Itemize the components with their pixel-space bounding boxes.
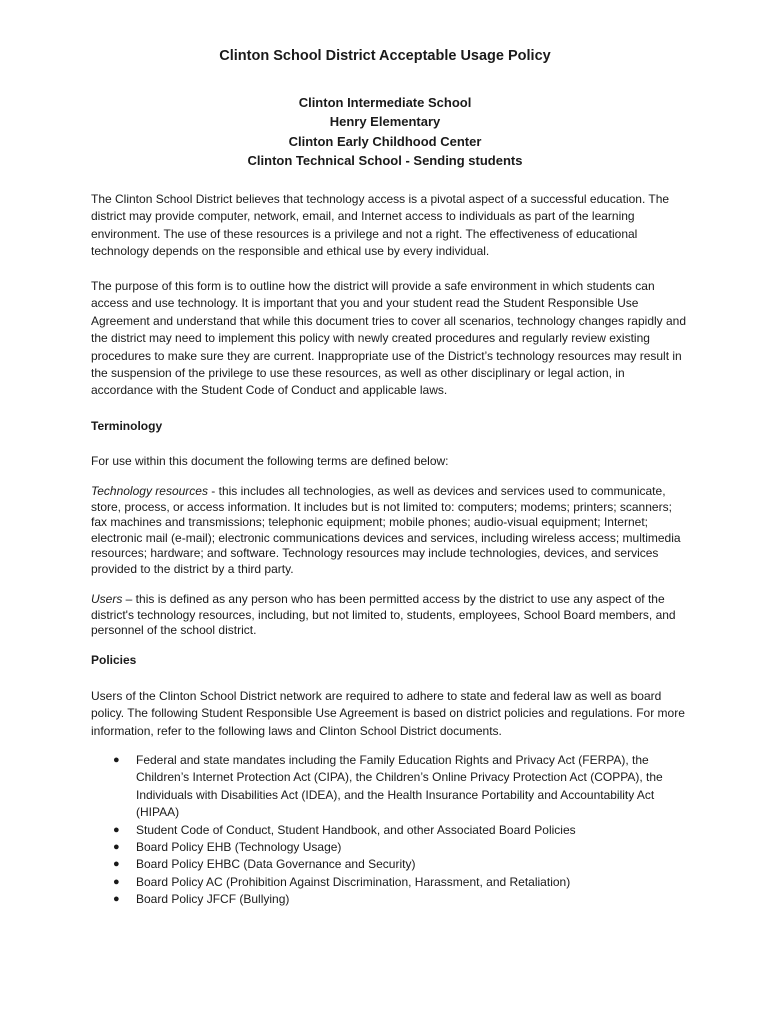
school-name: Clinton Early Childhood Center bbox=[288, 133, 482, 149]
bullet-icon: ● bbox=[113, 841, 120, 854]
intro-paragraph: The Clinton School District believes that technology access is a pivotal aspect of a successful education. The district may provide computer, network, email, and Internet access to individuals as part of the learning environment. The use of these resources is a privilege and not a right. The effectiveness of educational technology depends on the responsible and ethical use by every individual. bbox=[91, 192, 670, 259]
document-title: Clinton School District Acceptable Usage Policy bbox=[219, 48, 551, 64]
list-item: ● Board Policy JFCF (Bullying) bbox=[91, 891, 686, 908]
bullet-icon: ● bbox=[113, 754, 120, 766]
terminology-heading: Terminology bbox=[91, 419, 163, 433]
bullet-icon: ● bbox=[113, 875, 120, 888]
policies-heading: Policies bbox=[91, 653, 137, 667]
definition-technology-resources bbox=[91, 484, 686, 578]
bullet-icon: ● bbox=[113, 893, 120, 906]
list-item: ● Federal and state mandates including the Family Education Rights and Privacy Act (FERPA), the Children’s Internet Protection Act (CIPA), the Children’s Online Privacy Protection Act (COPPA), the Individuals with Disabilities Act (IDEA), and the Health Insurance Portability and Accountability Act (HIPAA) bbox=[113, 753, 663, 820]
definition-text: - this includes all technologies, as well as devices and services used to communicate, store, process, or access information. It includes but is not limited to: computers; modems; printers; scanners; fax machines and transmissions; telephonic equipment; mobile phones; audio-visual equipment; Internet; electronic mail (e-mail); electronic communications devices and services, including wireless access; multimedia resources; hardware; and software. Technology resources may include technologies, devices, and services provided to the district by a third party. bbox=[91, 484, 681, 576]
school-name: Henry Elementary bbox=[329, 114, 441, 130]
terminology-intro: For use within this document the following terms are defined below: bbox=[91, 454, 449, 468]
list-item: ● Board Policy AC (Prohibition Against Discrimination, Harassment, and Retaliation) bbox=[91, 874, 686, 891]
policy-list bbox=[91, 752, 686, 909]
term-users: Users bbox=[91, 592, 123, 606]
definition-users bbox=[91, 592, 686, 639]
purpose-paragraph: The purpose of this form is to outline how the district will provide a safe environment in which students can access and use technology. It is important that you and your student read the Student Responsible Use Agreement and understand that while this document tries to cover all scenarios, technology changes rapidly and the district may need to implement this policy with newly created procedures and regularly review existing procedures to make sure they are current. Inappropriate use of the District’s technology resources may result in the suspension of the privilege to use these resources, as well as other disciplinary or legal action, in accordance with the Student Code of Conduct and applicable laws. bbox=[91, 279, 687, 398]
list-item: ● Student Code of Conduct, Student Handbook, and other Associated Board Policies bbox=[91, 822, 686, 839]
term-technology-resources: Technology resources bbox=[91, 484, 208, 498]
bullet-icon: ● bbox=[113, 858, 120, 871]
policies-intro: Users of the Clinton School District network are required to adhere to state and federal law as well as board policy. The following Student Responsible Use Agreement is based on district policies and regulations. For more information, refer to the following laws and Clinton School District documents. bbox=[91, 689, 685, 738]
school-list bbox=[0, 93, 770, 171]
list-item: ● Board Policy EHBC (Data Governance and Security) bbox=[91, 856, 686, 873]
bullet-icon: ● bbox=[113, 823, 120, 836]
school-name: Clinton Intermediate School bbox=[298, 95, 472, 110]
list-item: ● Board Policy EHB (Technology Usage) bbox=[91, 839, 686, 856]
definition-text: – this is defined as any person who has been permitted access by the district to use any aspect of the district's technology resources, including, but not limited to, students, employees, School Board members, and personnel of the school district. bbox=[91, 592, 676, 638]
school-name: Clinton Technical School - Sending students bbox=[247, 153, 523, 169]
